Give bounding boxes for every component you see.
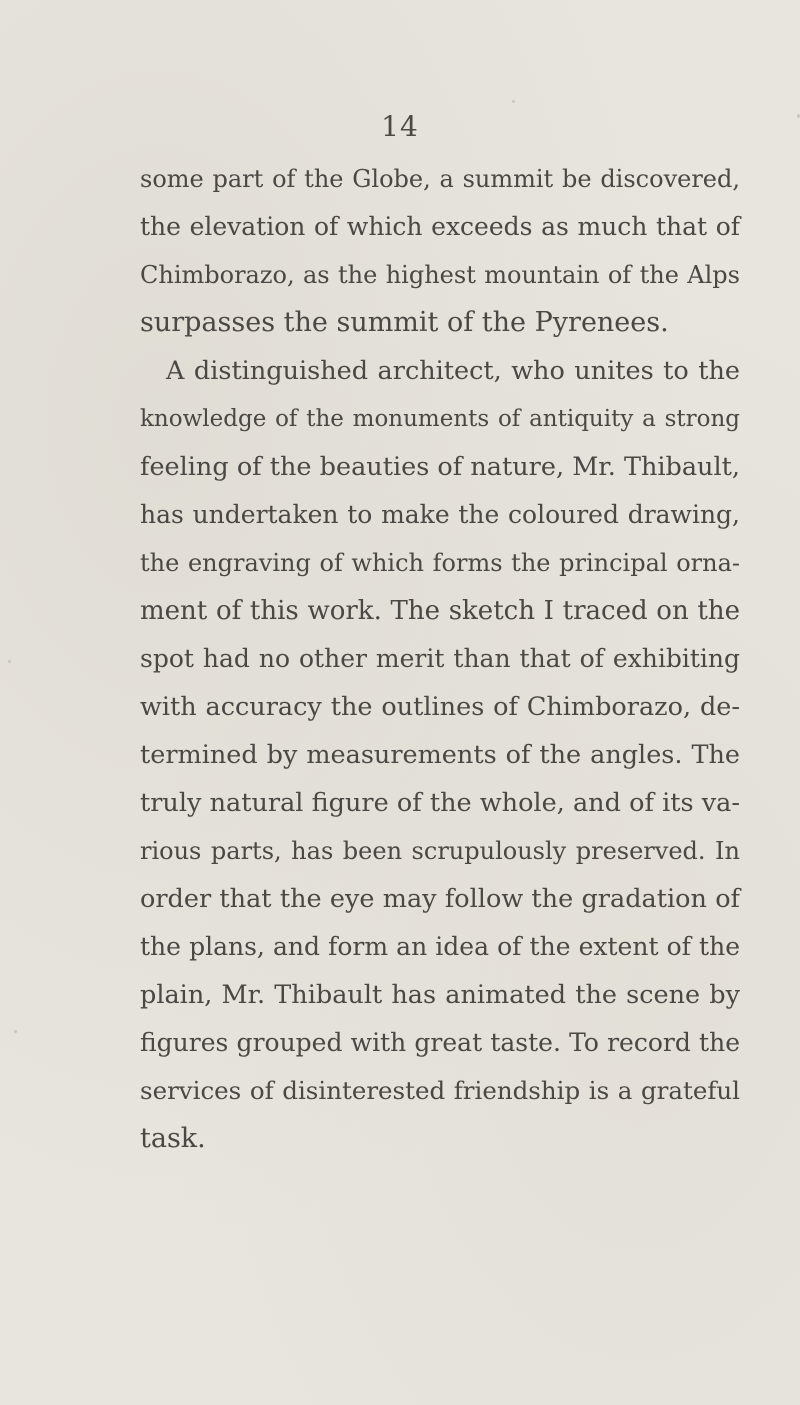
text-line: plain, Mr. Thibault has animated the scene by [140, 980, 740, 1010]
page-number: 14 [381, 110, 419, 143]
text-line: with accuracy the outlines of Chimborazo, de- [140, 692, 740, 722]
body-text [140, 155, 740, 1163]
text-line: some part of the Globe, a summit be discovered, [140, 165, 740, 193]
text-line: services of disinterested friendship is a grateful [140, 1076, 740, 1105]
paper-speck [8, 660, 11, 663]
text-line: the engraving of which forms the principal orna- [140, 549, 740, 577]
text-line: the plans, and form an idea of the extent of the [140, 932, 740, 961]
text-line: task. [140, 1123, 206, 1154]
text-line: figures grouped with great taste. To record the [140, 1028, 740, 1057]
paper-speck [14, 1030, 17, 1033]
text-line: feeling of the beauties of nature, Mr. Thibault, [140, 452, 740, 482]
text-line: order that the eye may follow the gradation of [140, 884, 740, 914]
text-line: truly natural figure of the whole, and of its va- [140, 788, 740, 818]
text-line: spot had no other merit than that of exhibiting [140, 644, 740, 673]
paper-speck [512, 100, 515, 103]
text-line: surpasses the summit of the Pyrenees. [140, 307, 669, 338]
text-line: termined by measurements of the angles. The [140, 740, 740, 770]
text-line: has undertaken to make the coloured drawing, [140, 500, 740, 529]
text-line: Chimborazo, as the highest mountain of the Alps [140, 261, 740, 289]
text-line: rious parts, has been scrupulously preserved. In [140, 837, 740, 865]
text-line: ment of this work. The sketch I traced on the [140, 596, 740, 626]
text-line: the elevation of which exceeds as much that of [140, 212, 740, 241]
text-line: knowledge of the monuments of antiquity a strong [140, 406, 740, 432]
paragraph-start-line: A distinguished architect, who unites to the [166, 356, 740, 386]
